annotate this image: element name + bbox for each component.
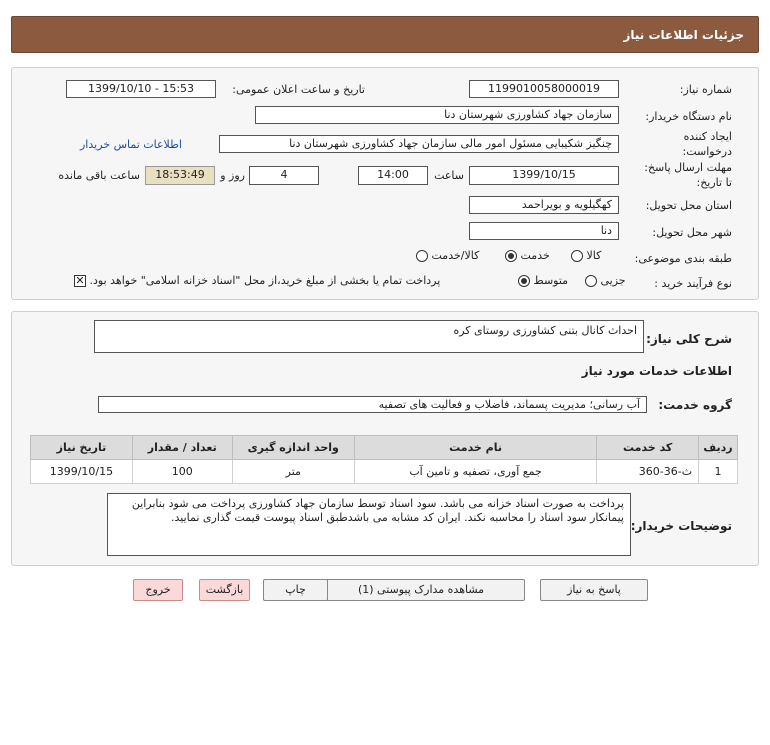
page-header [11, 16, 759, 53]
deadline-time-label: ساعت [434, 169, 464, 182]
buyer-contact-link[interactable]: اطلاعات تماس خریدار [80, 138, 182, 151]
city-field: دنا [469, 222, 619, 240]
col-header-name: نام خدمت [354, 436, 596, 460]
cell-code: ث-36-360 [597, 460, 699, 484]
exit-button[interactable]: خروج [133, 579, 183, 601]
buyer-org-field: سازمان جهاد کشاورزی شهرستان دنا [255, 106, 619, 124]
days-remaining-field: 4 [249, 166, 319, 185]
deadline-label-1: مهلت ارسال پاسخ: [644, 161, 732, 174]
table-row [31, 460, 738, 484]
cell-name: جمع آوری، تصفیه و تامین آب [354, 460, 596, 484]
services-table [30, 435, 738, 484]
col-header-date: تاریخ نیاز [31, 436, 133, 460]
creator-field: چنگیز شکیبایی مسئول امور مالی سازمان جهاد کشاورزی شهرستان دنا [219, 135, 619, 153]
announce-label: تاریخ و ساعت اعلان عمومی: [232, 83, 365, 96]
radio-icon [571, 250, 583, 262]
back-button[interactable]: بازگشت [199, 579, 250, 601]
cell-qty: 100 [132, 460, 232, 484]
days-label: روز و [220, 169, 245, 182]
general-desc-field: احداث کانال بتنی کشاورزی روستای کره [94, 320, 644, 353]
category-label: طبقه بندی موضوعی: [634, 252, 732, 265]
deadline-label-2: تا تاریخ: [696, 176, 732, 189]
cell-row: 1 [699, 460, 738, 484]
deadline-date-field: 1399/10/15 [469, 166, 619, 185]
cell-date: 1399/10/15 [31, 460, 133, 484]
process-option-medium[interactable]: متوسط [518, 274, 568, 287]
buyer-notes-label: توضیحات خریدار: [630, 519, 732, 533]
radio-selected-icon [505, 250, 517, 262]
service-group-field: آب رسانی؛ مدیریت پسماند، فاضلاب و فعالیت های تصفیه [98, 396, 647, 413]
general-desc-label: شرح کلی نیاز: [646, 332, 732, 346]
print-button[interactable]: چاپ [263, 579, 328, 601]
col-header-qty: تعداد / مقدار [132, 436, 232, 460]
need-number-field: 1199010058000019 [469, 80, 619, 98]
buyer-notes-field: پرداخت به صورت اسناد خزانه می باشد. سود اسناد توسط سازمان جهاد کشاورزی پرداخت می شود بنابراین پیمانکار سود اسناد را محاسبه نکند. ایران کد مشابه می باشدطبق اسناد پیوست قیمت گذاری نمایید. [107, 493, 631, 556]
process-option-minor[interactable]: جزیی [585, 274, 626, 287]
buyer-org-label: نام دستگاه خریدار: [645, 110, 732, 123]
page-title: جزئیات اطلاعات نیاز [623, 28, 744, 42]
radio-selected-icon [518, 275, 530, 287]
table-header-row [31, 436, 738, 460]
col-header-code: کد خدمت [597, 436, 699, 460]
creator-label-2: درخواست: [682, 145, 732, 158]
deadline-time-field: 14:00 [358, 166, 428, 185]
province-field: کهگیلویه و بویراحمد [469, 196, 619, 214]
service-group-label: گروه خدمت: [658, 398, 732, 412]
need-number-label: شماره نیاز: [679, 83, 732, 96]
view-attachments-button[interactable]: مشاهده مدارک پیوستی (1) [317, 579, 525, 601]
creator-label-1: ایجاد کننده [683, 130, 732, 143]
services-section-title: اطلاعات خدمات مورد نیاز [581, 364, 732, 378]
category-option-goods[interactable]: کالا [571, 249, 601, 262]
process-label: نوع فرآیند خرید : [654, 277, 732, 290]
radio-icon [416, 250, 428, 262]
checkbox-checked-icon: ✕ [75, 274, 85, 287]
col-header-unit: واحد اندازه گیری [232, 436, 354, 460]
radio-icon [585, 275, 597, 287]
remaining-time-label: ساعت باقی مانده [58, 169, 140, 182]
category-option-service[interactable]: خدمت [505, 249, 550, 262]
treasury-payment-checkbox[interactable]: پرداخت تمام یا بخشی از مبلغ خرید،از محل "اسناد خزانه اسلامی" خواهد بود. ✕ [75, 274, 441, 287]
category-option-goods-service[interactable]: کالا/خدمت [416, 249, 479, 262]
announce-field: 1399/10/10 - 15:53 [66, 80, 216, 98]
city-label: شهر محل تحویل: [652, 226, 732, 239]
reply-button[interactable]: پاسخ به نیاز [540, 579, 648, 601]
province-label: استان محل تحویل: [645, 199, 732, 212]
remaining-time-field: 18:53:49 [145, 166, 215, 185]
cell-unit: متر [232, 460, 354, 484]
col-header-row: ردیف [699, 436, 738, 460]
